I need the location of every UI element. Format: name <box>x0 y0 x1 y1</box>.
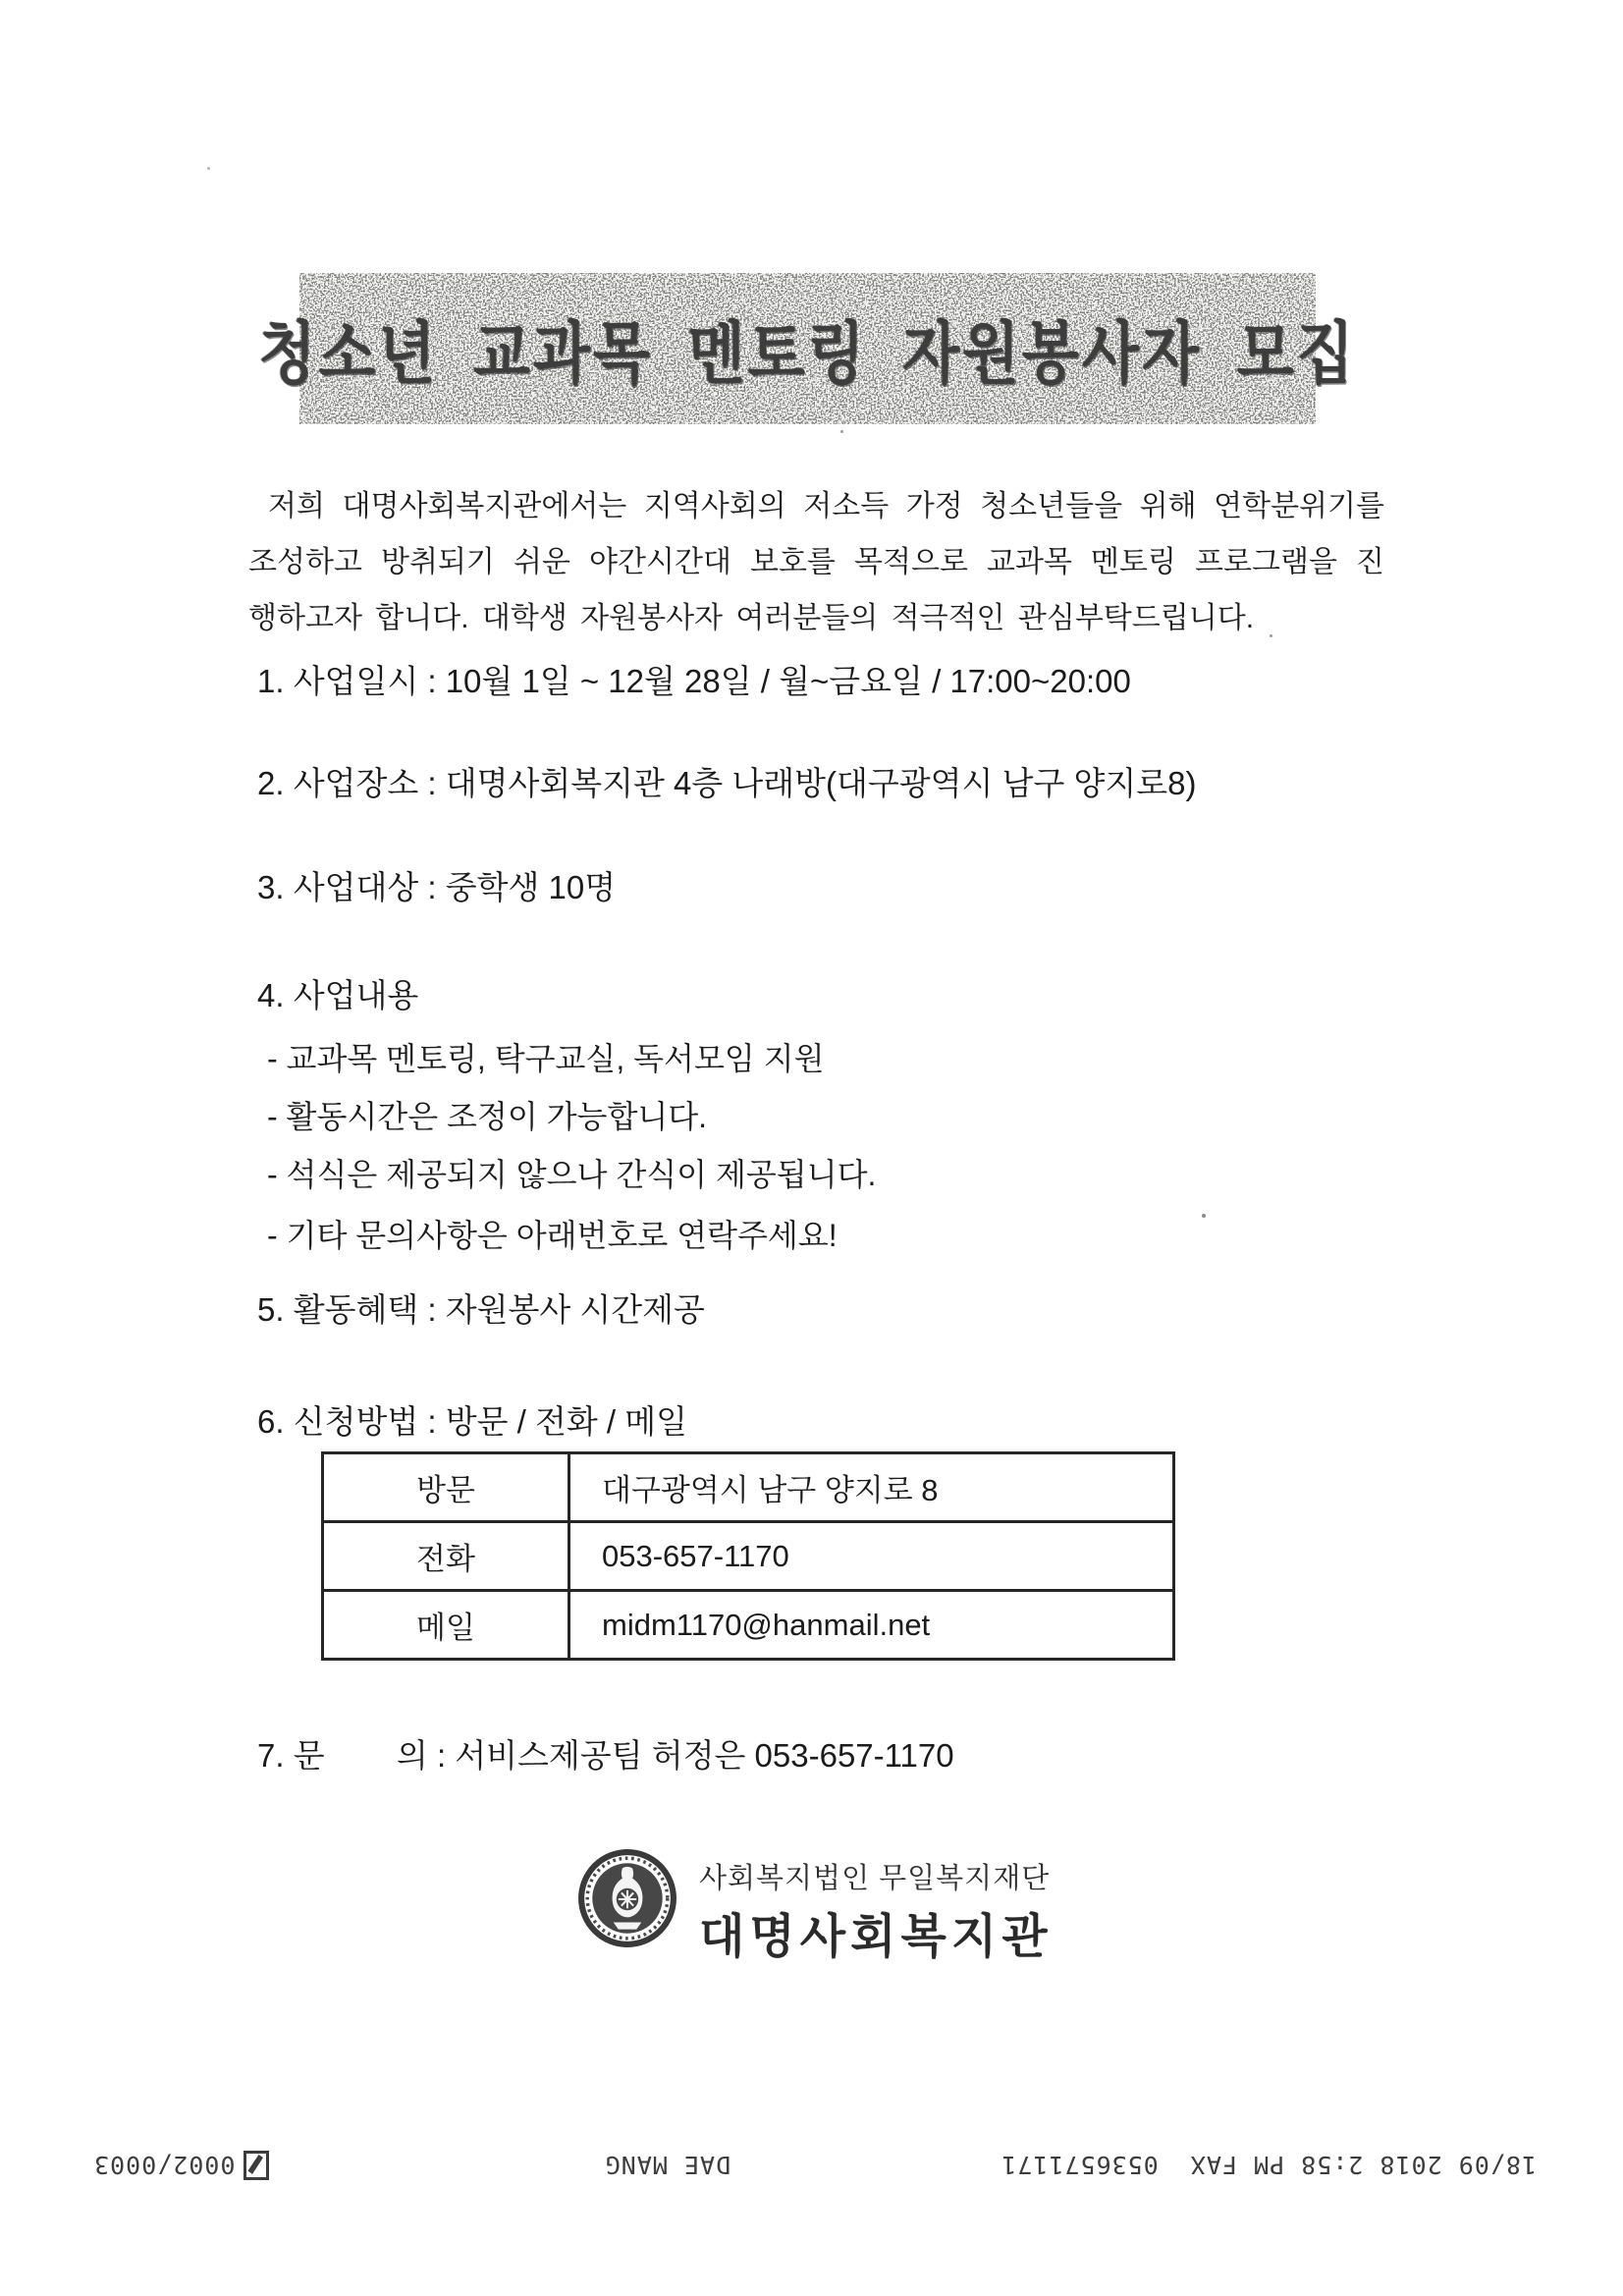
document-title: 청소년 교과목 멘토링 자원봉사자 모집 <box>258 315 1357 392</box>
organization-name: 대명사회복지관 <box>699 1911 1053 1963</box>
fax-page-count: 0002/0003 <box>93 2151 236 2180</box>
contact-method-value: midm1170@hanmail.net <box>569 1591 1174 1660</box>
content-bullet-3: - 석식은 제공되지 않으나 간식이 제공됩니다. <box>267 1157 877 1192</box>
table-row-phone <box>323 1522 1174 1591</box>
scan-speck <box>207 167 210 170</box>
intro-paragraph <box>248 478 1384 646</box>
item-activity-benefit: 5. 활동혜택 : 자원봉사 시간제공 <box>257 1291 705 1328</box>
scan-speck <box>840 430 843 433</box>
scan-speck <box>1270 634 1272 637</box>
scan-speck <box>1202 1214 1206 1218</box>
fax-sender-name: DAE MANG <box>604 2151 731 2180</box>
contact-method-value: 대구광역시 남구 양지로 8 <box>569 1453 1174 1522</box>
contact-table <box>321 1451 1175 1661</box>
intro-line-3: 행하고자 합니다. 대학생 자원봉사자 여러분들의 적극적인 관심부탁드립니다. <box>248 602 1255 634</box>
contact-method-label: 메일 <box>323 1591 569 1660</box>
fax-transmission-header <box>0 2149 1623 2182</box>
organization-logo <box>577 1848 1053 1966</box>
contact-method-label: 방문 <box>323 1453 569 1522</box>
item-business-target: 3. 사업대상 : 중학생 10명 <box>257 869 617 905</box>
item-business-content: 4. 사업내용 <box>257 977 419 1013</box>
item-business-place: 2. 사업장소 : 대명사회복지관 4층 나래방(대구광역시 남구 양지로8) <box>257 765 1197 801</box>
table-row-visit <box>323 1453 1174 1522</box>
intro-line-1: 저희 대명사회복지관에서는 지역사회의 저소득 가정 청소년들을 위해 연학분위기를 <box>268 490 1384 522</box>
intro-line-2: 조성하고 방취되기 쉬운 야간시간대 보호를 목적으로 교과목 멘토링 프로그램을 진 <box>248 546 1384 578</box>
organization-name-block <box>699 1848 1053 1966</box>
item-inquiry: 7. 문 의 : 서비스제공팀 허정은 053-657-1170 <box>257 1737 954 1774</box>
content-bullet-4: - 기타 문의사항은 아래번호로 연락주세요! <box>267 1218 838 1253</box>
title-banner <box>258 273 1357 424</box>
fax-page-counter <box>93 2151 269 2180</box>
seal-logo-icon <box>577 1848 677 1948</box>
table-row-email <box>323 1591 1174 1660</box>
contact-method-value: 053-657-1170 <box>569 1522 1174 1591</box>
item-business-datetime: 1. 사업일시 : 10월 1일 ~ 12월 28일 / 월~금요일 / 17:00~20:00 <box>257 663 1131 699</box>
content-bullet-2: - 활동시간은 조정이 가능합니다. <box>267 1099 708 1134</box>
pen-document-icon <box>243 2151 269 2180</box>
content-bullet-1: - 교과목 멘토링, 탁구교실, 독서모임 지원 <box>267 1041 825 1076</box>
contact-method-label: 전화 <box>323 1522 569 1591</box>
fax-datetime-number: 18/09 2018 2:58 PM FAX 0536571171 <box>1001 2151 1537 2180</box>
item-apply-method: 6. 신청방법 : 방문 / 전화 / 메일 <box>257 1403 687 1440</box>
foundation-name: 사회복지법인 무일복지재단 <box>699 1863 1051 1894</box>
